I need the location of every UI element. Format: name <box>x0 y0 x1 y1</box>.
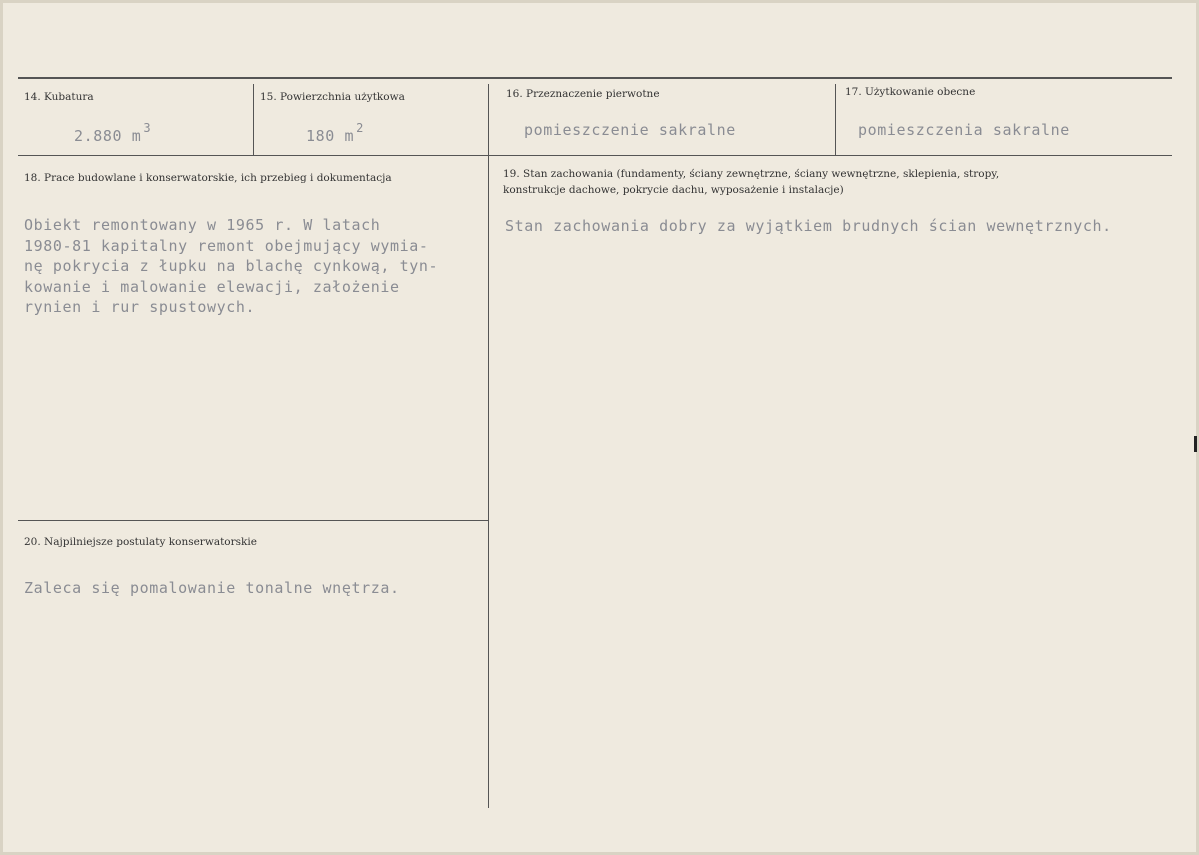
field-17-value: pomieszczenia sakralne <box>858 121 1070 139</box>
field-16-value: pomieszczenie sakralne <box>524 121 736 139</box>
divider-15-16 <box>488 84 489 808</box>
field-14-label: 14. Kubatura <box>24 91 94 103</box>
field-14-exponent: 3 <box>143 121 152 135</box>
field-18-line: Obiekt remontowany w 1965 r. W latach <box>24 216 381 234</box>
field-19-label-line1: 19. Stan zachowania (fundamenty, ściany zewnętrzne, ściany wewnętrzne, sklepienia, stropy, <box>503 168 1000 180</box>
field-15-label: 15. Powierzchnia użytkowa <box>260 91 405 103</box>
field-18-line: 1980-81 kapitalny remont obejmujący wymia- <box>24 236 429 255</box>
field-14-number: 2.880 m <box>74 127 142 145</box>
field-19-label-line2: konstrukcje dachowe, pokrycie dachu, wyposażenie i instalacje) <box>503 184 844 196</box>
field-15-exponent: 2 <box>356 121 364 135</box>
field-20-label: 20. Najpilniejsze postulaty konserwatorskie <box>24 536 257 548</box>
field-18-value <box>24 215 438 318</box>
field-18-line: rynien i rur spustowych. <box>24 298 256 316</box>
right-edge-mark <box>1194 436 1197 452</box>
field-18-label: 18. Prace budowlane i konserwatorskie, ich przebieg i dokumentacja <box>24 172 392 184</box>
field-18-line: nę pokrycia z łupku na blachę cynkową, tyn- <box>24 257 439 275</box>
top-rule <box>18 77 1172 79</box>
section20-top-rule <box>18 520 489 521</box>
field-19-value: Stan zachowania dobry za wyjątkiem brudnych ścian wewnętrznych. <box>505 217 1112 235</box>
field-15-value <box>306 121 364 145</box>
field-14-value <box>74 121 151 145</box>
field-16-label: 16. Przeznaczenie pierwotne <box>506 88 660 100</box>
field-17-label: 17. Użytkowanie obecne <box>845 86 976 98</box>
divider-16-17 <box>835 84 836 155</box>
divider-14-15 <box>253 84 254 155</box>
field-20-value: Zaleca się pomalowanie tonalne wnętrza. <box>24 579 400 597</box>
field-15-number: 180 m <box>306 127 355 145</box>
field-18-line: kowanie i malowanie elewacji, założenie <box>24 277 400 296</box>
row1-bottom-rule <box>18 155 1172 156</box>
